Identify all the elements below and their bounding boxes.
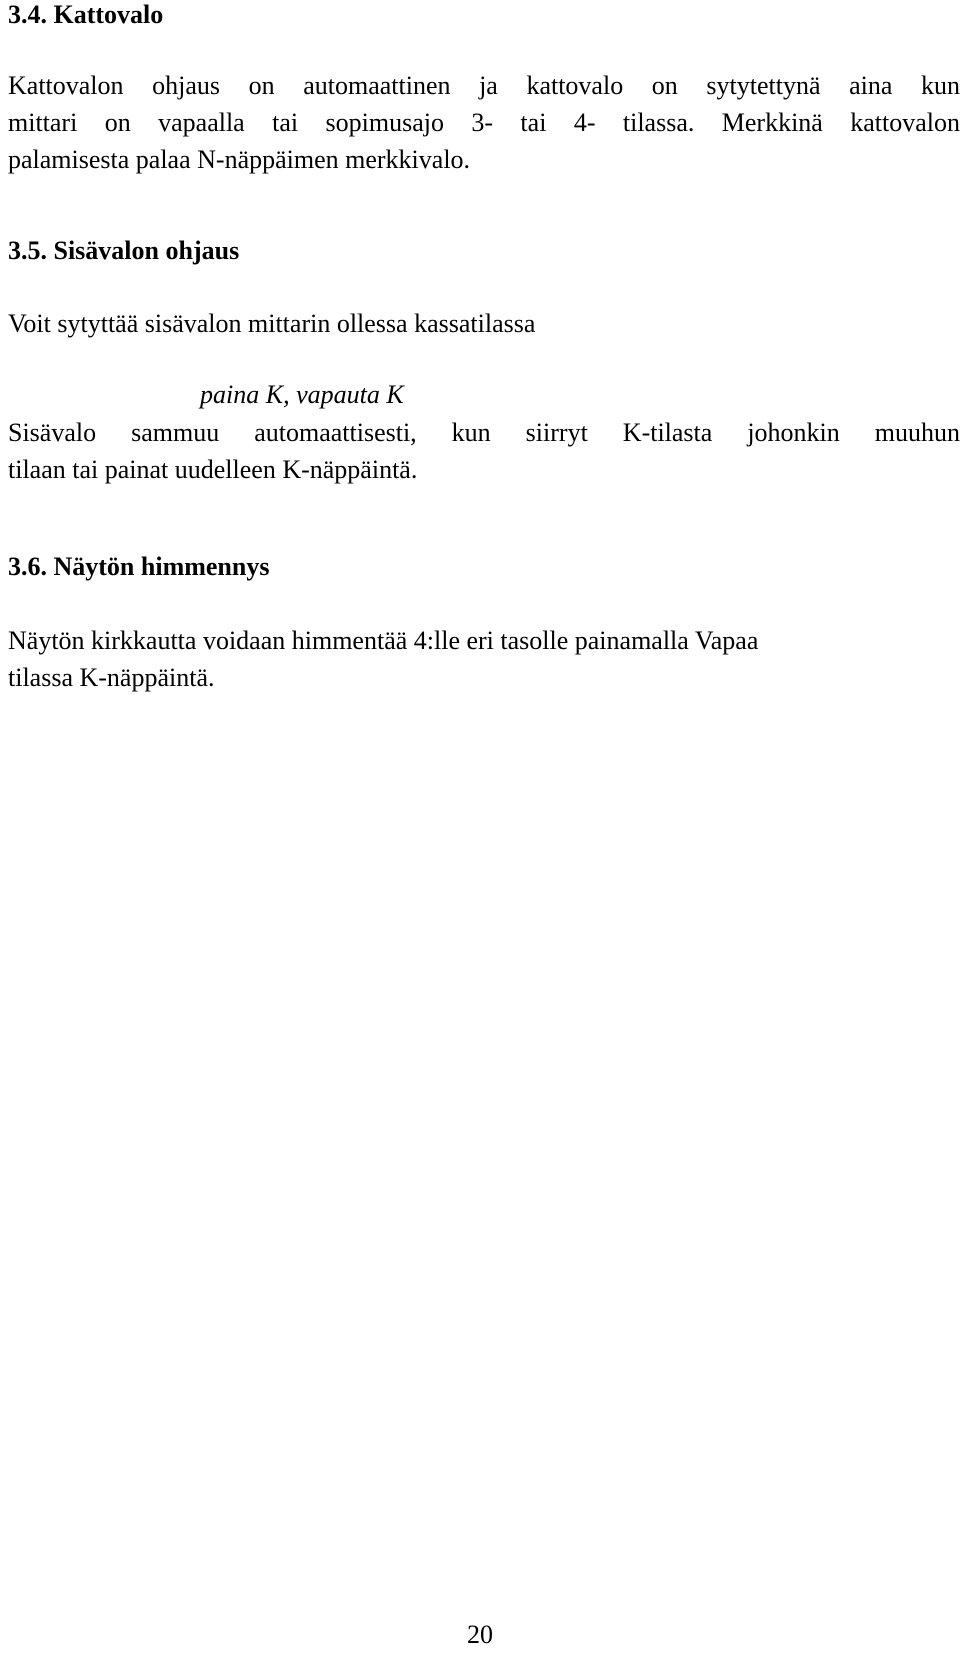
paragraph-line: palamisesta palaa N-näppäimen merkkivalo. — [8, 145, 471, 174]
paragraph-sisavalo-intro — [8, 305, 960, 342]
paragraph-kattovalo — [8, 67, 960, 178]
paragraph-line: tilassa K-näppäintä. — [8, 663, 215, 692]
page-number: 20 — [467, 1620, 493, 1649]
section-heading-sisavalon-ohjaus: 3.5. Sisävalon ohjaus — [8, 236, 240, 265]
paragraph-nayton-himmennys — [8, 622, 960, 696]
paragraph-line: tilaan tai painat uudelleen K-näppäintä. — [8, 455, 418, 484]
paragraph-line: Sisävalo sammuu automaattisesti, kun siirryt K-tilasta johonkin muuhun — [8, 418, 960, 447]
instruction-text: paina K, vapauta K — [200, 380, 404, 409]
paragraph-line: Näytön kirkkautta voidaan himmentää 4:lle eri tasolle painamalla Vapaa — [8, 626, 759, 655]
paragraph-line: mittari on vapaalla tai sopimusajo 3- tai 4- tilassa. Merkkinä kattovalon — [8, 108, 960, 137]
paragraph-sisavalo — [8, 414, 960, 488]
section-heading-kattovalo: 3.4. Kattovalo — [8, 0, 164, 29]
section-heading-nayton-himmennys: 3.6. Näytön himmennys — [8, 552, 270, 581]
paragraph-line: Kattovalon ohjaus on automaattinen ja kattovalo on sytytettynä aina kun — [8, 71, 960, 100]
paragraph-line: Voit sytyttää sisävalon mittarin ollessa kassatilassa — [8, 309, 536, 338]
